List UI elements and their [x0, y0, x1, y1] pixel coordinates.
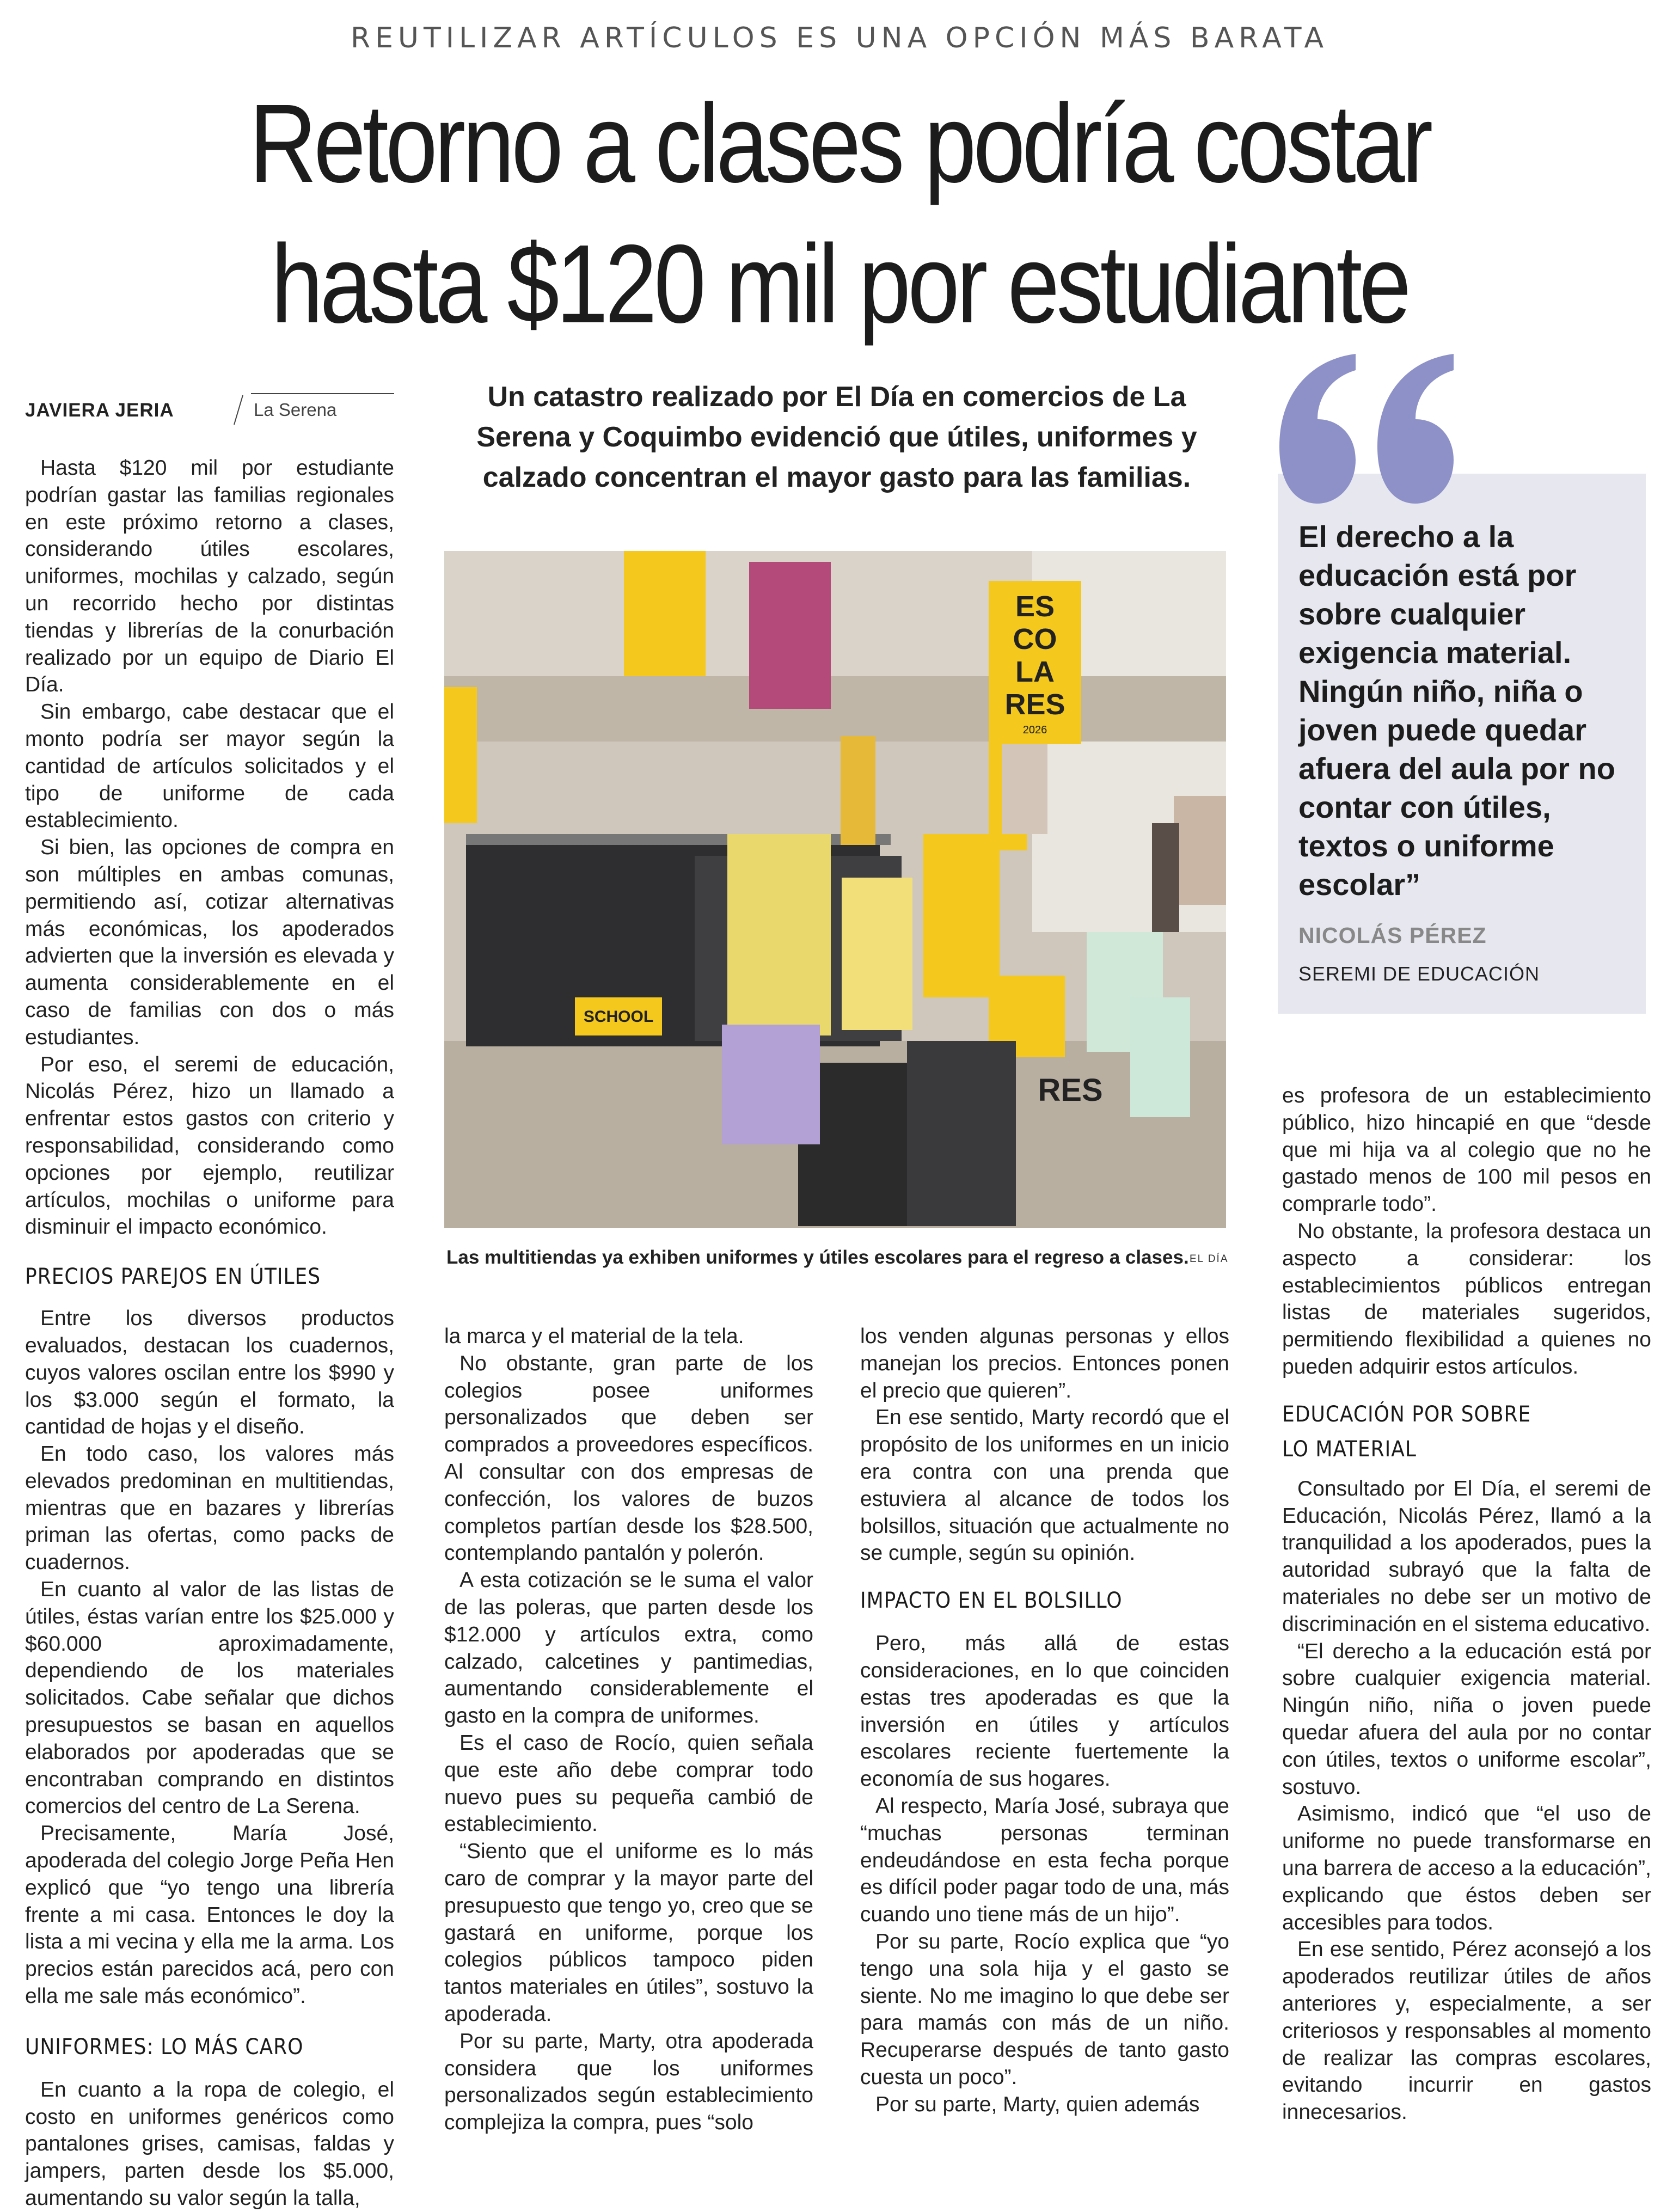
article-column-3	[860, 1323, 1229, 2118]
paragraph: En todo caso, los valores más elevados predominan en multitiendas, mientras que en bazares y librerías priman las ofertas, como packs de cuadernos.	[25, 1442, 394, 1574]
paragraph: En ese sentido, Marty recordó que el propósito de los uniformes en un inicio era contra con una prenda que estuviera al alcance de todos los bolsillos, situación que actualmente no se cumple, según su opinión.	[860, 1406, 1229, 1565]
paragraph: En cuanto a la ropa de colegio, el costo en uniformes genéricos como pantalones grises, camisas, faldas y jampers, parten desde los $5.000, aumentando su valor según la talla,	[25, 2078, 394, 2210]
paragraph: No obstante, la profesora destaca un aspecto a considerar: los establecimientos públicos entregan listas de materiales sugeridos, permitiendo flexibilidad a quienes no pueden adquirir estos artículos.	[1282, 1219, 1651, 1378]
paragraph: Consultado por El Día, el seremi de Educación, Nicolás Pérez, llamó a la tranquilidad a los apoderados, pues la autoridad subrayó que la falta de materiales no debe ser un motivo de discriminación en el sistema educativo.	[1282, 1476, 1651, 1636]
sign-text-es: ES	[1015, 590, 1055, 623]
kicker: REUTILIZAR ARTÍCULOS ES UNA OPCIÓN MÁS BARATA	[350, 22, 1329, 54]
pullquote-name: NICOLÁS PÉREZ	[1298, 923, 1487, 948]
byline	[25, 393, 394, 426]
paragraph: Por su parte, Marty, otra apoderada considera que los uniformes personalizados según establecimiento complejiza la compra, pues “solo	[444, 2029, 813, 2135]
headline-line-1: Retorno a clases podría costar	[249, 81, 1430, 206]
paragraph: Precisamente, María José, apoderada del colegio Jorge Peña Hen explicó que “yo tengo una librería frente a mi casa. Entonces le doy la lista a mi vecina y ella me la arma. Los precios están parecidos acá, pero con ella me sale más económico”.	[25, 1822, 394, 2008]
paragraph: Por su parte, Rocío explica que “yo tengo una sola hija y el gasto se siente. No me imagino lo que debe ser para mamás con más de un niño. Recuperarse después de tanto gasto cuesta un poco”.	[860, 1929, 1229, 2089]
store-photo	[444, 551, 1226, 1228]
headline	[134, 73, 1545, 354]
paragraph: A esta cotización se le suma el valor de las poleras, que parten desde los $12.000 y artículos extra, como calzado, calcetines y pantimedias, aumentando considerablemente el gasto en la compra de uniformes.	[444, 1568, 813, 1728]
paragraph: la marca y el material de la tela.	[444, 1325, 744, 1348]
paragraph: es profesora de un establecimiento público, hizo hincapié en que “desde que mi hija va al colegio que no he gastado menos de 100 mil pesos en comprarle todo”.	[1282, 1084, 1651, 1216]
article-column-1	[25, 455, 394, 2212]
byline-rule	[251, 393, 394, 394]
subheading-precios: PRECIOS PAREJOS EN ÚTILES	[25, 1264, 321, 1290]
photo-credit: EL DÍA	[1190, 1253, 1229, 1265]
byline-author: JAVIERA JERIA	[25, 400, 174, 421]
paragraph: “Siento que el uniforme es lo más caro de comprar y la mayor parte del presupuesto que tengo yo, creo que se gastará en uniforme, porque los colegios públicos tampoco piden tantos materiales en útiles”, sostuvo la apoderada.	[444, 1840, 813, 2026]
byline-place: La Serena	[254, 400, 337, 420]
paragraph: En cuanto al valor de las listas de útiles, éstas varían entre los $25.000 y $60.000 aproximadamente, dependiendo de los materiales solicitados. Cabe señalar que dichos presupuestos se basan en aquellos elaborados por apoderadas que se encontraban comprando en distintos comercios del centro de La Serena.	[25, 1578, 394, 1818]
pullquote-role: SEREMI DE EDUCACIÓN	[1298, 963, 1540, 985]
quote-mark-icon	[1274, 348, 1459, 512]
sign-text-school: SCHOOL	[583, 1008, 654, 1026]
sign-text-la: LA	[1015, 655, 1055, 688]
sign-text-co: CO	[1013, 623, 1057, 655]
paragraph: En ese sentido, Pérez aconsejó a los apoderados reutilizar útiles de años anteriores y, especialmente, a ser criteriosos y responsables al momento de realizar las compras escolares, evitando incurrir en gastos innecesarios.	[1282, 1938, 1651, 2124]
lead-paragraph: Un catastro realizado por El Día en comercios de La Serena y Coquimbo evidenció que útiles, uniformes y calzado concentran el mayor gasto para las familias.	[476, 381, 1197, 493]
paragraph: Por su parte, Marty, quien además	[875, 2092, 1200, 2116]
paragraph: “El derecho a la educación está por sobre cualquier exigencia material. Ningún niño, niña o joven puede quedar afuera del aula por no contar con útiles, textos o uniforme escolar”, sostuvo.	[1282, 1639, 1651, 1799]
paragraph: Al respecto, María José, subraya que “muchas personas terminan endeudándose en esta fecha porque es difícil poder pagar todo de una, más cuando uno tiene más de un hijo”.	[860, 1794, 1229, 1927]
sign-text-res-bottom: RES	[1038, 1073, 1103, 1108]
paragraph: Hasta $120 mil por estudiante podrían gastar las familias regionales en este próximo retorno a clases, considerando útiles escolares, uniformes, mochilas y calzado, según un recorrido hecho por distintas tiendas y librerías de la conurbación realizado por un equipo de Diario El Día.	[25, 456, 394, 697]
store-photo-illustration	[444, 551, 1226, 1228]
sign-text-res: RES	[1004, 688, 1065, 721]
paragraph: No obstante, gran parte de los colegios posee uniformes personalizados que deben ser comprados a proveedores específicos. Al consultar con dos empresas de confección, los valores de buzos completos partían desde los $28.500, contemplando pantalón y polerón.	[444, 1351, 813, 1565]
headline-line-2: hasta $120 mil por estudiante	[271, 222, 1408, 346]
subheading-uniformes: UNIFORMES: LO MÁS CARO	[25, 2034, 304, 2060]
subheading-educacion-1: EDUCACIÓN POR SOBRE	[1282, 1401, 1531, 1427]
subheading-educacion-2: LO MATERIAL	[1282, 1436, 1417, 1462]
paragraph: Asimismo, indicó que “el uso de uniforme no puede transformarse en una barrera de acceso a la educación”, explicando que éstos deben ser accesibles para todos.	[1282, 1802, 1651, 1934]
paragraph: Si bien, las opciones de compra en son múltiples en ambas comunas, permitiendo así, cotizar alternativas más económicas, los apoderados advierten que la inversión es elevada y aumenta considerablemente en el caso de familias con dos o más estudiantes.	[25, 836, 394, 1049]
sign-text-year: 2026	[1022, 724, 1047, 736]
photo-caption: Las multitiendas ya exhiben uniformes y útiles escolares para el regreso a clases.	[446, 1247, 1189, 1268]
byline-divider-icon	[226, 393, 252, 427]
paragraph: Sin embargo, cabe destacar que el monto podría ser mayor según la cantidad de artículos solicitados y el tipo de uniforme de cada establecimiento.	[25, 700, 394, 832]
article-column-2	[444, 1323, 813, 2136]
paragraph: Por eso, el seremi de educación, Nicolás Pérez, hizo un llamado a enfrentar estos gastos con criterio y responsabilidad, considerando como opciones por ejemplo, reutilizar artículos, mochilas o uniforme para disminuir el impacto económico.	[25, 1052, 394, 1239]
subheading-impacto: IMPACTO EN EL BOLSILLO	[860, 1588, 1123, 1614]
pullquote-text: El derecho a la educación está por sobre cualquier exigencia material. Ningún niño, niña o joven puede quedar afuera del aula por no contar con útiles, textos o uniforme escolar”	[1298, 519, 1615, 902]
paragraph: Es el caso de Rocío, quien señala que este año debe comprar todo nuevo pues su pequeña cambió de establecimiento.	[444, 1731, 813, 1836]
paragraph: los venden algunas personas y ellos manejan los precios. Entonces ponen el precio que quieren”.	[860, 1325, 1229, 1402]
paragraph: Pero, más allá de estas consideraciones, en lo que coinciden estas tres apoderadas es que la inversión en útiles y artículos escolares reciente fuertemente la economía de sus hogares.	[860, 1632, 1229, 1791]
article-column-4	[1282, 1082, 1651, 2126]
paragraph: Entre los diversos productos evaluados, destacan los cuadernos, cuyos valores oscilan entre los $990 y los $3.000 según el formato, la cantidad de hojas y el diseño.	[25, 1307, 394, 1439]
